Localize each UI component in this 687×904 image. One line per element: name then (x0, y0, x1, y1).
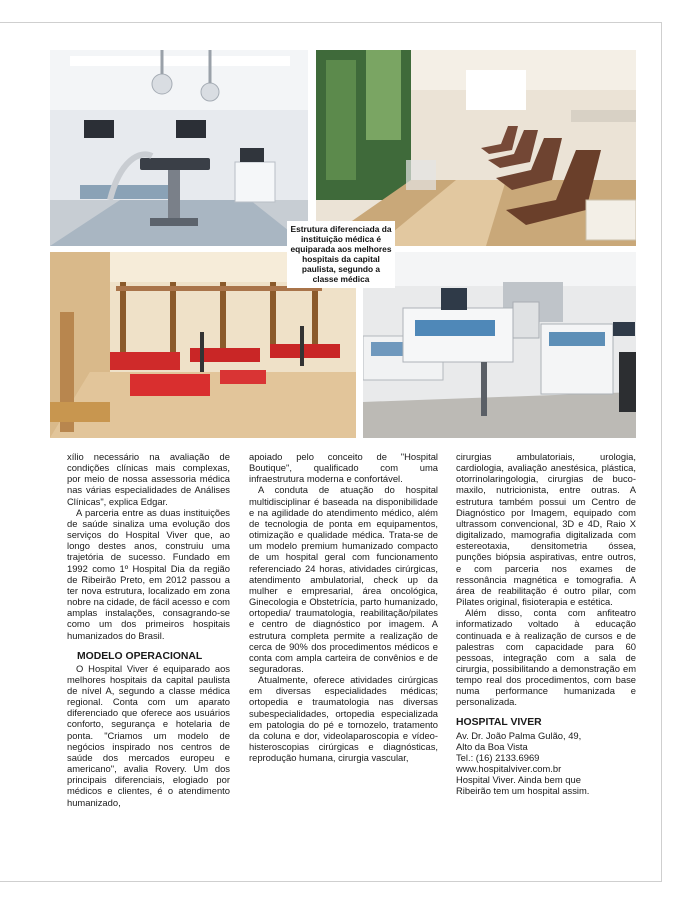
photo-day-hospital-recliners (316, 50, 636, 246)
paragraph: O Hospital Viver é equiparado aos melhores hospitais da capital paulista de nível A, segundo a classe médica regional. Conta com um aparato diferenciado que oferece aos usuários conforto, segurança e hotelaria de ponta. "Criamos um modelo de negócios inspirado nos centros de saúde dos mercados europeu e americano", avalia Rovery. Um dos principais diferenciais, elogiado por médicos e clientes, é o atendimento humanizado, (67, 662, 230, 808)
contact-address-line: Av. Dr. João Palma Gulão, 49, (456, 729, 582, 741)
page-edge-top (0, 22, 661, 23)
contact-address-line: Alto da Boa Vista (456, 740, 528, 752)
contact-tagline: Hospital Viver. Ainda bem que (456, 774, 581, 786)
contact-phone: Tel.: (16) 2133.6969 (456, 751, 540, 763)
paragraph: Além disso, conta com anfiteatro informatizado voltado à educação continuada e à realização de cursos e de palestras com capacidade para 60 pessoas, integração com a sala de cirurgia, possibilitando a demonstração em tempo real dos procedimentos, com base numa performance humanizada e personalizada. (456, 607, 636, 708)
text-column-3 (456, 451, 636, 797)
photo-laboratory-analyzers (363, 252, 636, 438)
photo-caption: Estrutura diferenciada da instituição médica é equiparada aos melhores hospitais da capital paulista, segundo a classe médica (287, 221, 395, 288)
contact-tagline: Ribeirão tem um hospital assim. (456, 785, 590, 797)
section-heading: MODELO OPERACIONAL (77, 650, 203, 662)
paragraph: A conduta de atuação do hospital multidisciplinar é baseada na disponibilidade e na agilidade do atendimento médico, além de tecnologia de ponta em equipamentos, otimização e qualidade médica. Trata-se de um modelo premium humanizado compacto de um hospital geral com funcionamento referenciado 24 horas, atividades cirúrgicas, atendimento ambulatorial, check up da mulher e empresarial, área oncológica, Ginecologia e Obstetrícia, parto humanizado, ortopedia/ traumatologia, reabilitação/pilates e centro de diagnóstico por imagem. A estrutura completa permite a realização de cerca de 90% dos procedimentos médicos e conta com ampla carteira de convênios e de seguradoras. (249, 484, 438, 674)
paragraph: apoiado pelo conceito de "Hospital Boutique", qualificado com uma infraestrutura moderna e confortável. (249, 451, 438, 485)
page-edge-right (661, 22, 662, 882)
paragraph: Atualmente, oferece atividades cirúrgicas em diversas especialidades médicas; ortopedia e traumatologia nas diversas subespecialidades, ortopedia especializada em patologia do pé e tornozelo, tratamento da coluna e dor, videolaparoscopia e vídeo-histeroscopias cirúrgicas e diagnósticas, reprodução humana, cirurgia vascular, (249, 674, 438, 764)
contact-heading: HOSPITAL VIVER (456, 716, 542, 728)
page-edge-bottom (0, 881, 661, 882)
text-column-2 (249, 451, 438, 763)
contact-website[interactable]: www.hospitalviver.com.br (456, 763, 562, 775)
photo-operating-room (50, 50, 308, 246)
text-column-1 (67, 451, 230, 808)
paragraph: A parceria entre as duas instituições de saúde sinaliza uma evolução dos serviços do Hospital Viver que, ao longo destes anos, construiu uma trajetória de sucesso. Fundado em 1992 como 1º Hospital Dia da região de Ribeirão Preto, em 2012 passou a ter nova estrutura, localizado em zona nobre na cidade, de fácil acesso e com amplas instalações, consagrando-se como um dos primeiros hospitais humanizados do Brasil. (67, 506, 230, 641)
paragraph: xílio necessário na avaliação de condições clínicas mais complexas, por meio de nossa assessoria médica nas várias especialidades de Análises Clínicas", explica Edgar. (67, 451, 230, 507)
paragraph: cirurgias ambulatoriais, urologia, cardiologia, avaliação anestésica, plástica, otorrinolaringologia, cirurgias de buco-maxilo, nutricionista, entre outras. A estrutura também possui um Centro de Diagnóstico por Imagem, equipado com ultrassom convencional, 3D e 4D, Raio X digitalizado, mamografia digitalizada com estereotaxia, densitometria óssea, punções biópsia aspirativas, entre outros, e com parceria nos exames de ressonância magnética e tomografia. A área de reabilitação é outro pilar, com Pilates original, fisioterapia e estética. (456, 451, 636, 608)
